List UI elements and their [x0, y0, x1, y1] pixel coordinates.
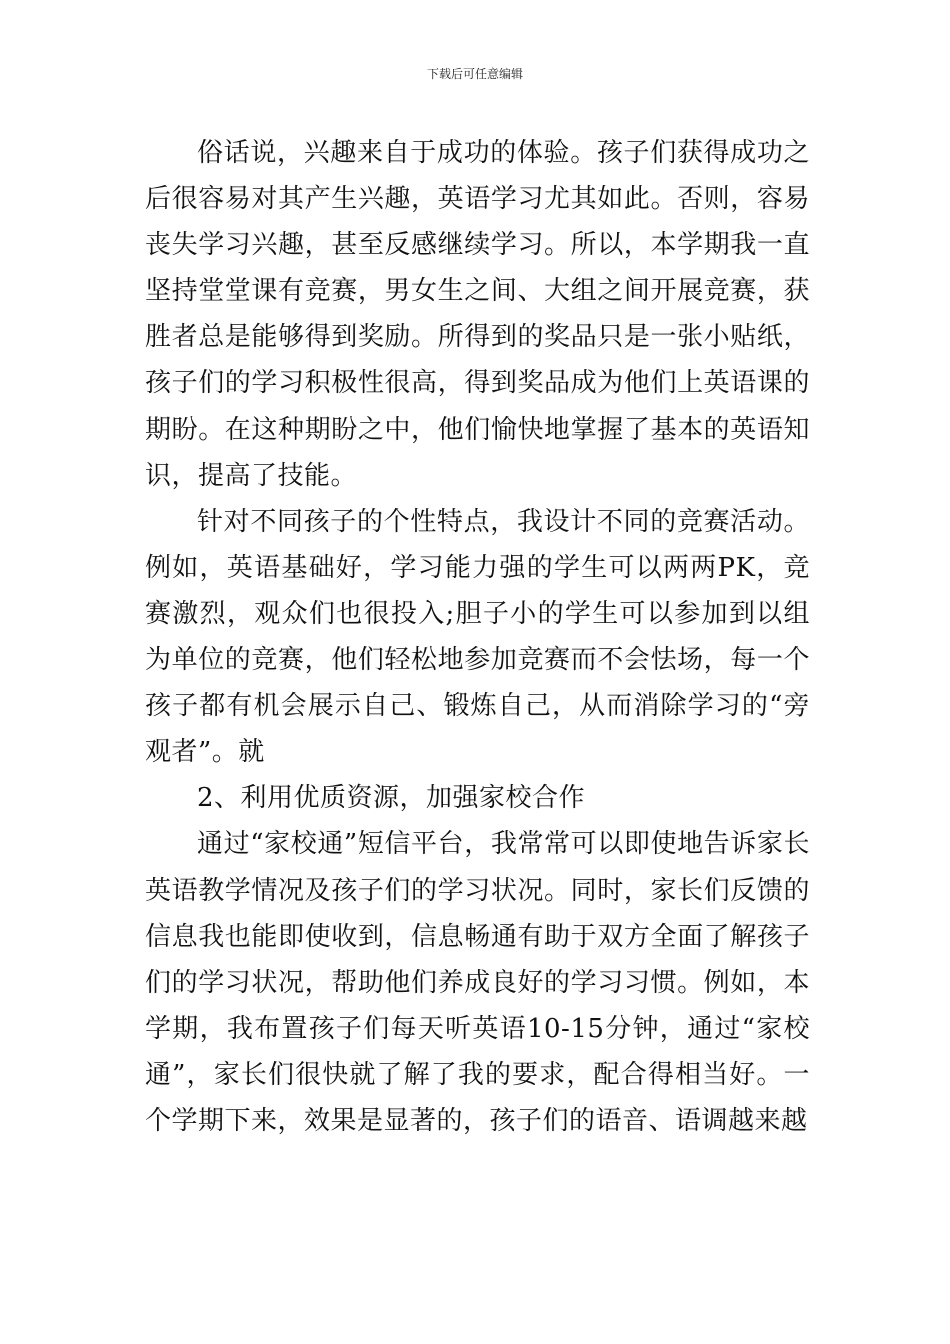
paragraph-interest-success: 俗话说，兴趣来自于成功的体验。孩子们获得成功之后很容易对其产生兴趣，英语学习尤其如此。否则，容易丧失学习兴趣，甚至反感继续学习。所以，本学期我一直坚持堂堂课有竞赛，男女生之间、大组之间开展竞赛，获胜者总是能够得到奖励。所得到的奖品只是一张小贴纸，孩子们的学习积极性很高，得到奖品成为他们上英语课的期盼。在这种期盼之中，他们愉快地掌握了基本的英语知识，提高了技能。 [145, 138, 810, 491]
page-header: 下载后可任意编辑 [426, 67, 523, 81]
paragraph-home-school-platform: 通过“家校通”短信平台，我常常可以即使地告诉家长英语教学情况及孩子们的学习状况。同时，家长们反馈的信息我也能即使收到，信息畅通有助于双方全面了解孩子们的学习状况，帮助他们养成良好的学习习惯。例如，本学期，我布置孩子们每天听英语10-15分钟，通过“家校通”，家长们很快就了解了我的要求，配合得相当好。一个学期下来，效果是显著的，孩子们的语音、语调越来越 [145, 829, 810, 1136]
section-heading-home-school: 2、利用优质资源，加强家校合作 [197, 783, 586, 814]
document-body [145, 130, 810, 1144]
paragraph-competition-activities: 针对不同孩子的个性特点，我设计不同的竞赛活动。例如，英语基础好，学习能力强的学生可以两两PK，竞赛激烈，观众们也很投入;胆子小的学生可以参加到以组为单位的竞赛，他们轻松地参加竞赛而不会怯场，每一个孩子都有机会展示自己、锻炼自己，从而消除学习的“旁观者”。就 [145, 506, 810, 768]
